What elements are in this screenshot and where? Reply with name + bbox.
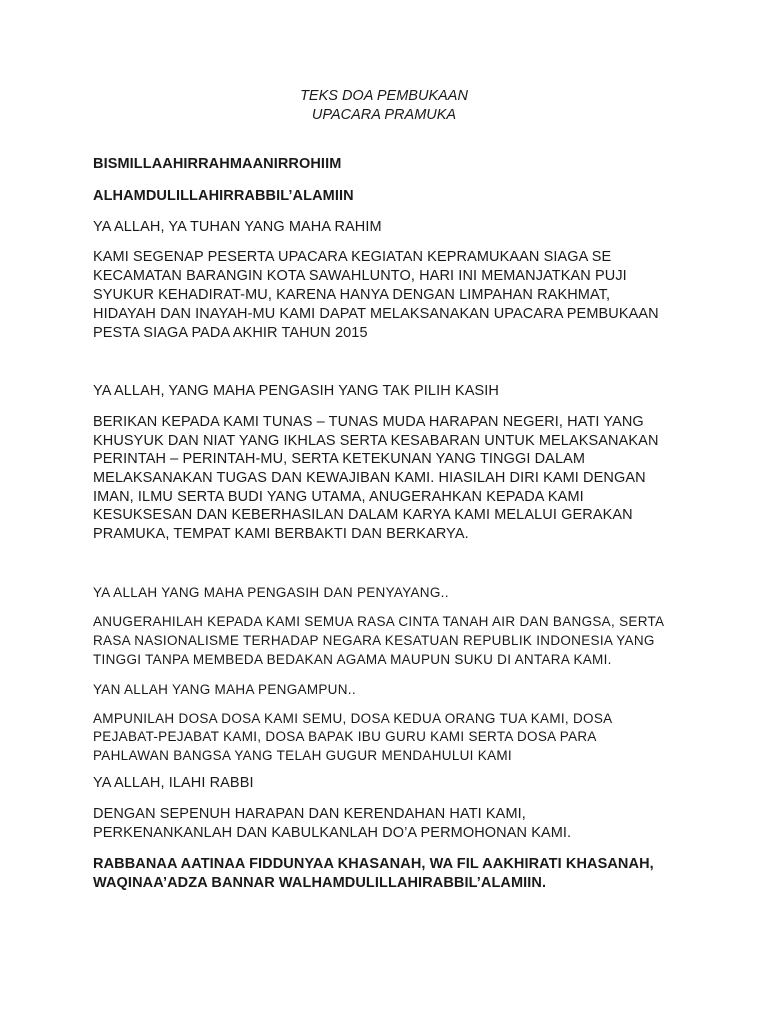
- paragraph-5-line: PERKENANKANLAH DAN KABULKANLAH DO’A PERMOHONAN KAMI.: [93, 825, 572, 841]
- invocation-1: YA ALLAH, YA TUHAN YANG MAHA RAHIM: [93, 219, 382, 235]
- paragraph-4-line: AMPUNILAH DOSA DOSA KAMI SEMU, DOSA KEDUA ORANG TUA KAMI, DOSA: [93, 711, 613, 726]
- invocation-3: YA ALLAH YANG MAHA PENGASIH DAN PENYAYANG..: [93, 585, 449, 600]
- closing-line: RABBANAA AATINAA FIDDUNYAA KHASANAH, WA FIL AAKHIRATI KHASANAH,: [93, 856, 654, 872]
- paragraph-1-line: KAMI SEGENAP PESERTA UPACARA KEGIATAN KEPRAMUKAAN SIAGA SE: [93, 249, 612, 265]
- paragraph-2-line: IMAN, ILMU SERTA BUDI YANG UTAMA, ANUGERAHKAN KEPADA KAMI: [93, 489, 584, 505]
- paragraph-2-line: PRAMUKA, TEMPAT KAMI BERBAKTI DAN BERKARYA.: [93, 526, 469, 542]
- paragraph-1-line: HIDAYAH DAN INAYAH-MU KAMI DAPAT MELAKSANAKAN UPACARA PEMBUKAAN: [93, 306, 659, 322]
- paragraph-3-line: TINGGI TANPA MEMBEDA BEDAKAN AGAMA MAUPUN SUKU DI ANTARA KAMI.: [93, 652, 612, 667]
- closing-line: WAQINAA’ADZA BANNAR WALHAMDULILLAHIRABBIL’ALAMIIN.: [93, 875, 547, 891]
- paragraph-4-line: PEJABAT-PEJABAT KAMI, DOSA BAPAK IBU GURU KAMI SERTA DOSA PARA: [93, 729, 597, 744]
- invocation-2: YA ALLAH, YANG MAHA PENGASIH YANG TAK PILIH KASIH: [93, 383, 499, 399]
- doc-title-line-1: TEKS DOA PEMBUKAAN: [300, 88, 468, 104]
- doc-title-line-2: UPACARA PRAMUKA: [311, 107, 457, 123]
- invocation-4: YAN ALLAH YANG MAHA PENGAMPUN..: [93, 682, 356, 697]
- paragraph-1-line: KECAMATAN BARANGIN KOTA SAWAHLUNTO, HARI INI MEMANJATKAN PUJI: [93, 268, 627, 284]
- paragraph-1-line: PESTA SIAGA PADA AKHIR TAHUN 2015: [93, 325, 368, 341]
- paragraph-4-line: PAHLAWAN BANGSA YANG TELAH GUGUR MENDAHULUI KAMI: [93, 748, 512, 763]
- paragraph-2-line: MELAKSANAKAN TUGAS DAN KEWAJIBAN KAMI. HIASILAH DIRI KAMI DENGAN: [93, 470, 646, 486]
- paragraph-2-line: KHUSYUK DAN NIAT YANG IKHLAS SERTA KESABARAN UNTUK MELAKSANAKAN: [93, 433, 659, 449]
- paragraph-5-line: DENGAN SEPENUH HARAPAN DAN KERENDAHAN HATI KAMI,: [93, 806, 526, 822]
- paragraph-2-line: PERINTAH – PERINTAH-MU, SERTA KETEKUNAN YANG TINGGI DALAM: [93, 451, 586, 467]
- paragraph-3-line: ANUGERAHILAH KEPADA KAMI SEMUA RASA CINTA TANAH AIR DAN BANGSA, SERTA: [93, 614, 665, 629]
- invocation-5: YA ALLAH, ILAHI RABBI: [93, 775, 254, 791]
- paragraph-3-line: RASA NASIONALISME TERHADAP NEGARA KESATUAN REPUBLIK INDONESIA YANG: [93, 633, 655, 648]
- paragraph-2-line: BERIKAN KEPADA KAMI TUNAS – TUNAS MUDA HARAPAN NEGERI, HATI YANG: [93, 414, 644, 430]
- paragraph-2-line: KESUKSESAN DAN KEBERHASILAN DALAM KARYA KAMI MELALUI GERAKAN: [93, 507, 633, 523]
- heading-bismillah: BISMILLAAHIRRAHMAANIRROHIIM: [93, 156, 342, 172]
- paragraph-1-line: SYUKUR KEHADIRAT-MU, KARENA HANYA DENGAN LIMPAHAN RAKHMAT,: [93, 287, 611, 303]
- heading-alhamdulillah: ALHAMDULILLAHIRRABBIL’ALAMIIN: [93, 188, 354, 204]
